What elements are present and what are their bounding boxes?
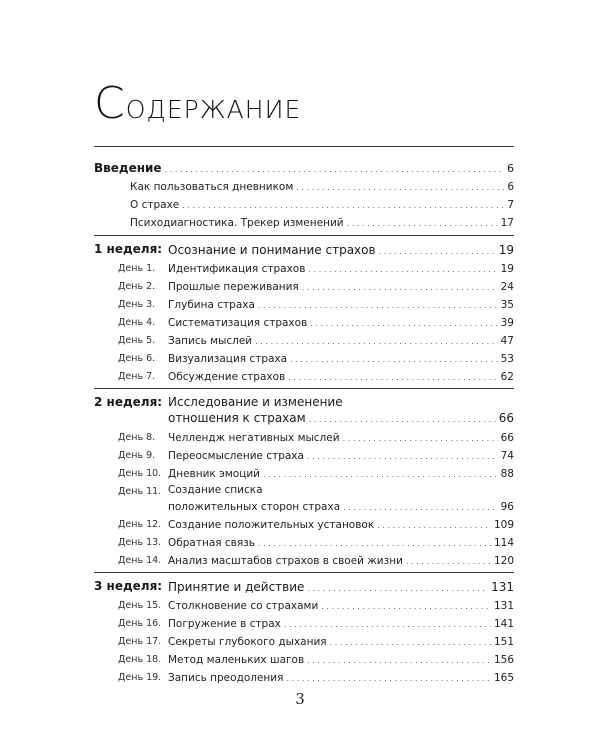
toc-entry-day[interactable]: Погружение в страх ..... 141: [168, 616, 514, 632]
toc-entry-day[interactable]: Глубина страха ..... 35: [168, 297, 514, 313]
toc-entry-day[interactable]: Визуализация страха ..... 53: [168, 351, 514, 367]
toc-entry-day[interactable]: Секреты глубокого дыхания ..... 151: [168, 634, 514, 650]
toc-entry-day[interactable]: Создание положительных установок ..... 109: [168, 517, 514, 533]
toc-subentry[interactable]: Как пользоваться дневником ..... 6: [130, 179, 514, 195]
toc-entry-day[interactable]: Прошлые переживания ..... 24: [168, 279, 514, 295]
toc-entry-day[interactable]: Идентификация страхов ..... 19: [168, 261, 514, 277]
day-label: День 19.: [118, 672, 162, 683]
day-label: День 1.: [118, 263, 156, 274]
week-label: 2 неделя:: [94, 395, 163, 409]
day-label: День 15.: [118, 600, 162, 611]
section-divider: [94, 572, 514, 573]
toc-entry-day[interactable]: Столкновение со страхами ..... 131: [168, 598, 514, 614]
section-divider: [94, 388, 514, 389]
title-divider: [94, 146, 514, 147]
day-label: День 6.: [118, 353, 156, 364]
day-label: День 2.: [118, 281, 156, 292]
toc-entry-intro[interactable]: Введение ..... 6: [94, 160, 514, 176]
week-title-line1: Исследование и изменение: [168, 395, 343, 409]
toc-entry-day[interactable]: Переосмысление страха ..... 74: [168, 448, 514, 464]
entry-line1: Создание списка: [168, 484, 263, 496]
toc-subentry[interactable]: Психодиагностика. Трекер изменений ..... 17: [130, 215, 514, 231]
day-label: День 12.: [118, 519, 162, 530]
toc-entry-day[interactable]: Запись мыслей ..... 47: [168, 333, 514, 349]
day-label: День 5.: [118, 335, 156, 346]
section-divider: [94, 235, 514, 236]
toc-entry-week-1[interactable]: Осознание и понимание страхов ..... 19: [168, 242, 514, 258]
day-label: День 18.: [118, 654, 162, 665]
toc-entry-day[interactable]: Челлендж негативных мыслей ..... 66: [168, 430, 514, 446]
toc-entry-week-3[interactable]: Принятие и действие ..... 131: [168, 579, 514, 595]
day-label: День 11.: [118, 486, 162, 497]
toc-entry-day[interactable]: Метод маленьких шагов ..... 156: [168, 652, 514, 668]
day-label: День 4.: [118, 317, 156, 328]
toc-entry-day[interactable]: Запись преодоления ..... 165: [168, 670, 514, 686]
day-label: День 3.: [118, 299, 156, 310]
toc-entry-day[interactable]: положительных сторон страха ..... 96: [168, 499, 514, 515]
day-label: День 14.: [118, 555, 162, 566]
day-label: День 9.: [118, 450, 156, 461]
toc-entry-day[interactable]: Анализ масштабов страхов в своей жизни ..... 120: [168, 553, 514, 569]
day-label: День 8.: [118, 432, 156, 443]
toc-entry-week-2[interactable]: отношения к страхам ..... 66: [168, 410, 514, 426]
week-label: 1 неделя:: [94, 242, 163, 256]
day-label: День 10.: [118, 468, 162, 479]
day-label: День 16.: [118, 618, 162, 629]
day-label: День 17.: [118, 636, 162, 647]
toc-entry-day[interactable]: Дневник эмоций ..... 88: [168, 466, 514, 482]
toc-entry-day[interactable]: Обратная связь ..... 114: [168, 535, 514, 551]
toc-entry-day[interactable]: Обсуждение страхов ..... 62: [168, 369, 514, 385]
toc-subentry[interactable]: О страхе ..... 7: [130, 197, 514, 213]
page-number: 3: [295, 690, 305, 708]
day-label: День 7.: [118, 371, 156, 382]
week-label: 3 неделя:: [94, 579, 163, 593]
day-label: День 13.: [118, 537, 162, 548]
toc-entry-day[interactable]: Систематизация страхов ..... 39: [168, 315, 514, 331]
leader-dots: [165, 162, 504, 178]
page-title: СОДЕРЖАНИЕ: [94, 78, 302, 129]
